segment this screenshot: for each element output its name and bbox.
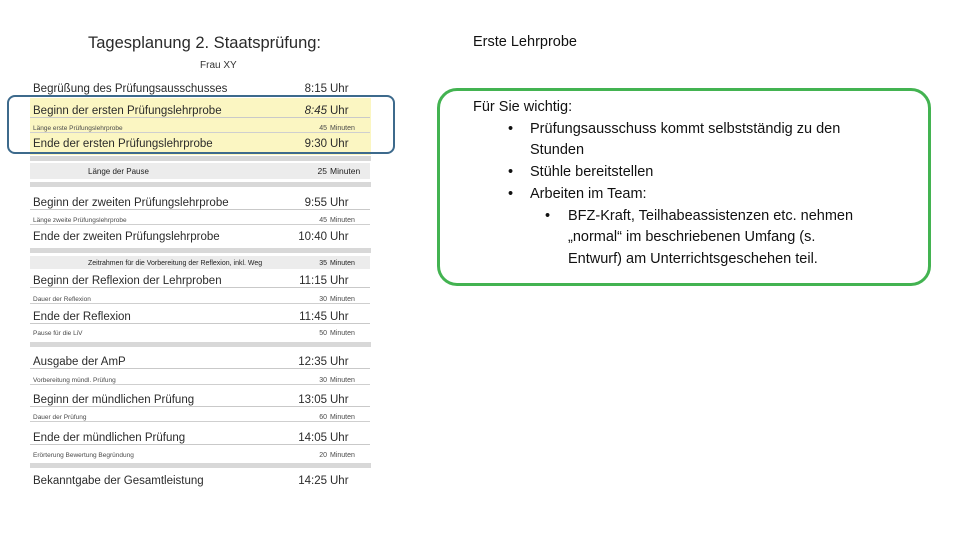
sub-bullet-item [473,206,853,228]
row-value: 45 [319,125,327,132]
schedule-row [30,291,370,304]
row-unit: Minuten [330,296,355,303]
row-label: Bekanntgabe der Gesamtleistung [33,475,204,487]
row-label: Ende der mündlichen Prüfung [33,432,186,444]
row-unit: Uhr [330,432,349,444]
row-unit: Minuten [330,330,355,337]
schedule-row [30,79,370,96]
row-value: 14:25 [298,475,327,487]
row-unit: Uhr [330,83,349,95]
sub-bullet-continuation [473,227,853,249]
schedule-row [30,352,370,369]
sub-bullet-text: „normal“ im beschriebenen Umfang (s. [568,229,816,246]
row-unit: Uhr [330,197,349,209]
separator-bar [30,248,371,253]
row-value: 50 [319,330,327,337]
row-unit: Uhr [330,105,349,117]
bullet-dot: • [508,120,514,137]
schedule-title: Tagesplanung 2. Staatsprüfung: [88,34,322,52]
schedule-panel [0,0,420,540]
row-label: Dauer der Reflexion [33,296,91,303]
sub-bullet-text: BFZ-Kraft, Teilhabeassistenzen etc. nehmen [568,207,854,224]
row-label: Vorbereitung mündl. Prüfung [33,377,116,384]
row-label: Erörterung Bewertung Begründung [33,452,134,459]
notes-intro: Für Sie wichtig: [473,99,573,115]
row-label: Ende der zweiten Prüfungslehrprobe [33,231,220,243]
row-value: 60 [319,414,327,421]
row-value: 20 [319,452,327,459]
schedule-row [30,213,370,225]
row-value: 8:45 [304,105,327,117]
bullet-item [473,119,853,141]
row-value: 9:55 [304,197,327,209]
row-value: 45 [319,217,327,224]
schedule-row [30,409,370,422]
section-title: Erste Lehrprobe [473,34,577,50]
schedule-row [30,428,370,445]
row-label: Ende der Reflexion [33,311,131,323]
row-value: 30 [319,377,327,384]
row-value: 9:30 [304,138,327,150]
row-unit: Minuten [330,166,361,176]
schedule-row [30,163,370,179]
row-label: Beginn der Reflexion der Lehrproben [33,275,222,287]
row-value: 12:35 [298,356,327,368]
row-value: 11:15 [299,275,327,287]
row-unit: Minuten [330,414,355,421]
row-unit: Uhr [330,356,349,368]
row-unit: Uhr [330,475,349,487]
row-unit: Minuten [330,452,355,459]
row-label: Zeitrahmen für die Vorbereitung der Reflexion, inkl. Weg [88,260,263,267]
bullet-text: Stunden [530,142,585,159]
separator-bar [30,182,371,187]
row-unit: Uhr [330,311,349,323]
notes-text [473,97,853,271]
bullet-item [473,162,853,184]
bullet-text: Stühle bereitstellen [530,164,654,181]
row-value: 35 [319,260,327,267]
row-unit: Minuten [330,260,355,267]
row-unit: Uhr [330,275,349,287]
bullet-dot: • [545,207,551,224]
row-label: Länge der Pause [88,167,149,176]
schedule-row [30,325,370,337]
schedule-row [30,193,370,210]
schedule-row [30,471,370,487]
row-unit: Uhr [330,138,349,150]
row-value: 25 [317,166,327,176]
row-value: 8:15 [304,83,327,95]
row-value: 30 [319,296,327,303]
row-label: Begrüßung des Prüfungsausschusses [33,83,228,95]
row-label: Ende der ersten Prüfungslehrprobe [33,138,213,150]
row-label: Beginn der mündlichen Prüfung [33,394,195,406]
schedule-row [30,227,370,243]
row-unit: Minuten [330,377,355,384]
bullet-dot: • [508,164,514,181]
row-value: 10:40 [298,231,327,243]
row-label: Dauer der Prüfung [33,414,87,421]
row-value: 11:45 [299,311,327,323]
row-unit: Minuten [330,217,355,224]
bullet-item [473,184,853,206]
schedule-row [30,256,370,269]
sub-bullet-text: Entwurf) am Unterrichtsgeschehen teil. [568,250,818,267]
row-label: Beginn der zweiten Prüfungslehrprobe [33,197,229,209]
separator-bar [30,156,371,161]
schedule-row [30,271,370,288]
row-label: Pause für die LiV [33,330,83,337]
row-value: 14:05 [298,432,327,444]
row-label: Länge zweite Prüfungslehrprobe [33,217,127,224]
separator-bar [30,463,371,468]
row-value: 13:05 [298,394,327,406]
separator-bar [30,342,371,347]
bullet-dot: • [508,185,514,202]
row-unit: Uhr [330,231,349,243]
schedule-row [30,307,370,324]
row-label: Länge erste Prüfungslehrprobe [33,125,123,132]
row-unit: Minuten [330,125,355,132]
row-label: Ausgabe der AmP [33,356,126,368]
sub-bullet-continuation [473,249,853,271]
row-label: Beginn der ersten Prüfungslehrprobe [33,105,222,117]
schedule-row [30,372,370,385]
schedule-subtitle: Frau XY [200,60,237,71]
schedule-row [30,447,370,459]
bullet-text: Arbeiten im Team: [530,185,647,202]
highlight-frame [7,95,395,154]
bullet-text: Prüfungsausschuss kommt selbstständig zu den [530,120,841,137]
bullet-continuation [473,140,853,162]
row-unit: Uhr [330,394,349,406]
schedule-row [30,390,370,407]
